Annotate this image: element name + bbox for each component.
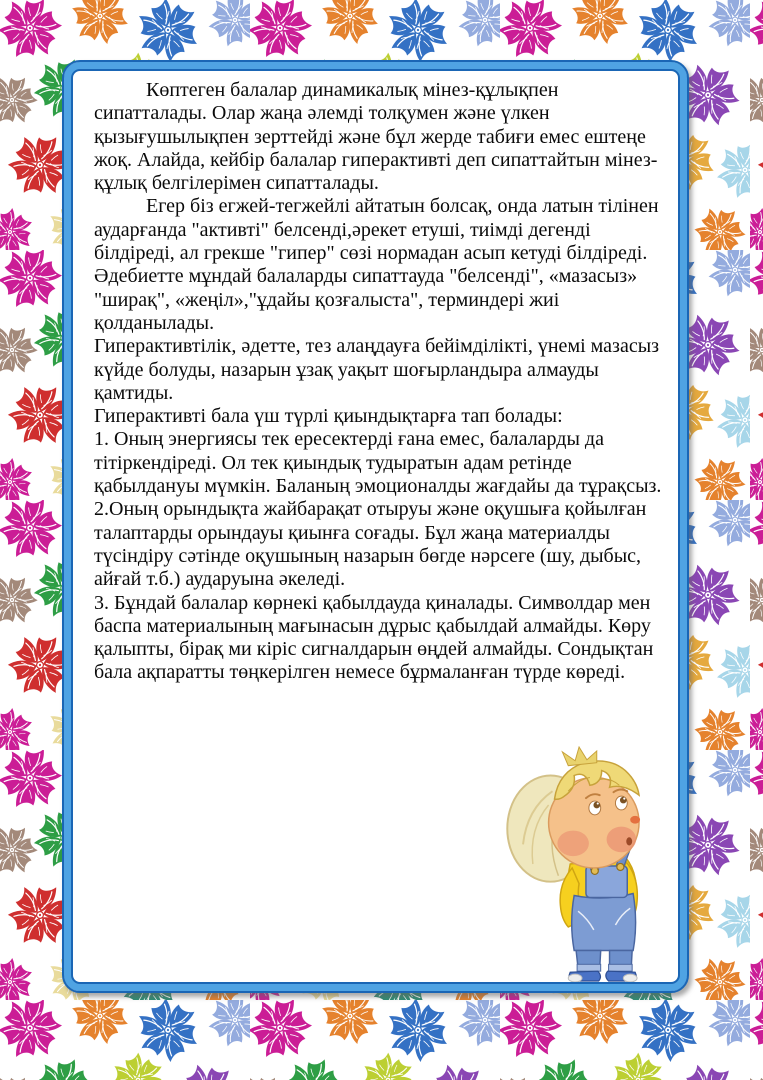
paragraph-5: 1. Оның энергиясы тек ересектерді ғана емес, балаларды да тітіркендіреді. Ол тек қиындық тудыратын адам ретінде қабылдануы мүмкін. Баланың эмоционалды жағдайы да тұрақсыз. [94, 428, 662, 498]
boy-shoes [568, 971, 637, 982]
boy-illustration [497, 746, 669, 982]
boy-face [549, 747, 640, 868]
paragraph-2: Егер біз егжей-тегжейлі айтатын болсақ, онда латын тілінен аударғанда "активті" белсенді,әрекет етуші, тиімді дегенді білдіреді, ал грекше "гипер" сөзі нормадан асып кетуді білдіреді. Әдебиетте мұндай балаларды сипаттауда "белсенді", «мазасыз» "ширақ", «жеңіл»,"ұдайы қозғалыста", терминдері жиі қолданылады. [94, 195, 659, 334]
paragraph-7: 3. Бұндай балалар көрнекі қабылдауда қиналады. Символдар мен баспа материалының мағынасын дұрыс қабылдай алмайды. Көру қалыпты, бірақ ми кіріс сигналдарын өңдей алмайды. Сондықтан бала ақпаратты төңкерілген немесе бұрмаланған түрде көреді. [94, 591, 654, 684]
boy-overalls [572, 894, 636, 951]
paragraph-6: 2.Оның орындықта жайбарақат отыруы және оқушыға қойылған талаптарды орындауы қиынға соғады. Бұл жаңа материалды түсіндіру сәтінде оқушының назарын бөгде нәрсеге (шу, дыбыс, айғай т.б.) аударуына әкеледі. [94, 498, 647, 591]
paragraph-1: Көптеген балалар динамикалық мінез-құлықпен сипатталады. Олар жаңа әлемді толқумен және үлкен қызығушылықпен зерттейді және бұл жерде табиғи емес ештеңе жоқ. Алайда, кейбір балалар гиперактивті деп сипаттайтын мінез-құлық белгілерімен сипатталады. [94, 79, 658, 195]
content-panel [62, 60, 689, 993]
paragraph-3: Гиперактивтілік, әдетте, тез алаңдауға бейімділікті, үнемі мазасыз күйде болуды, назарын ұзақ уақыт шоғырландыра алмауды қамтиды. [94, 335, 660, 404]
paragraph-4: Гиперактивті бала үш түрлі қиындықтарға тап болады: [94, 405, 563, 428]
document-text [94, 79, 662, 685]
